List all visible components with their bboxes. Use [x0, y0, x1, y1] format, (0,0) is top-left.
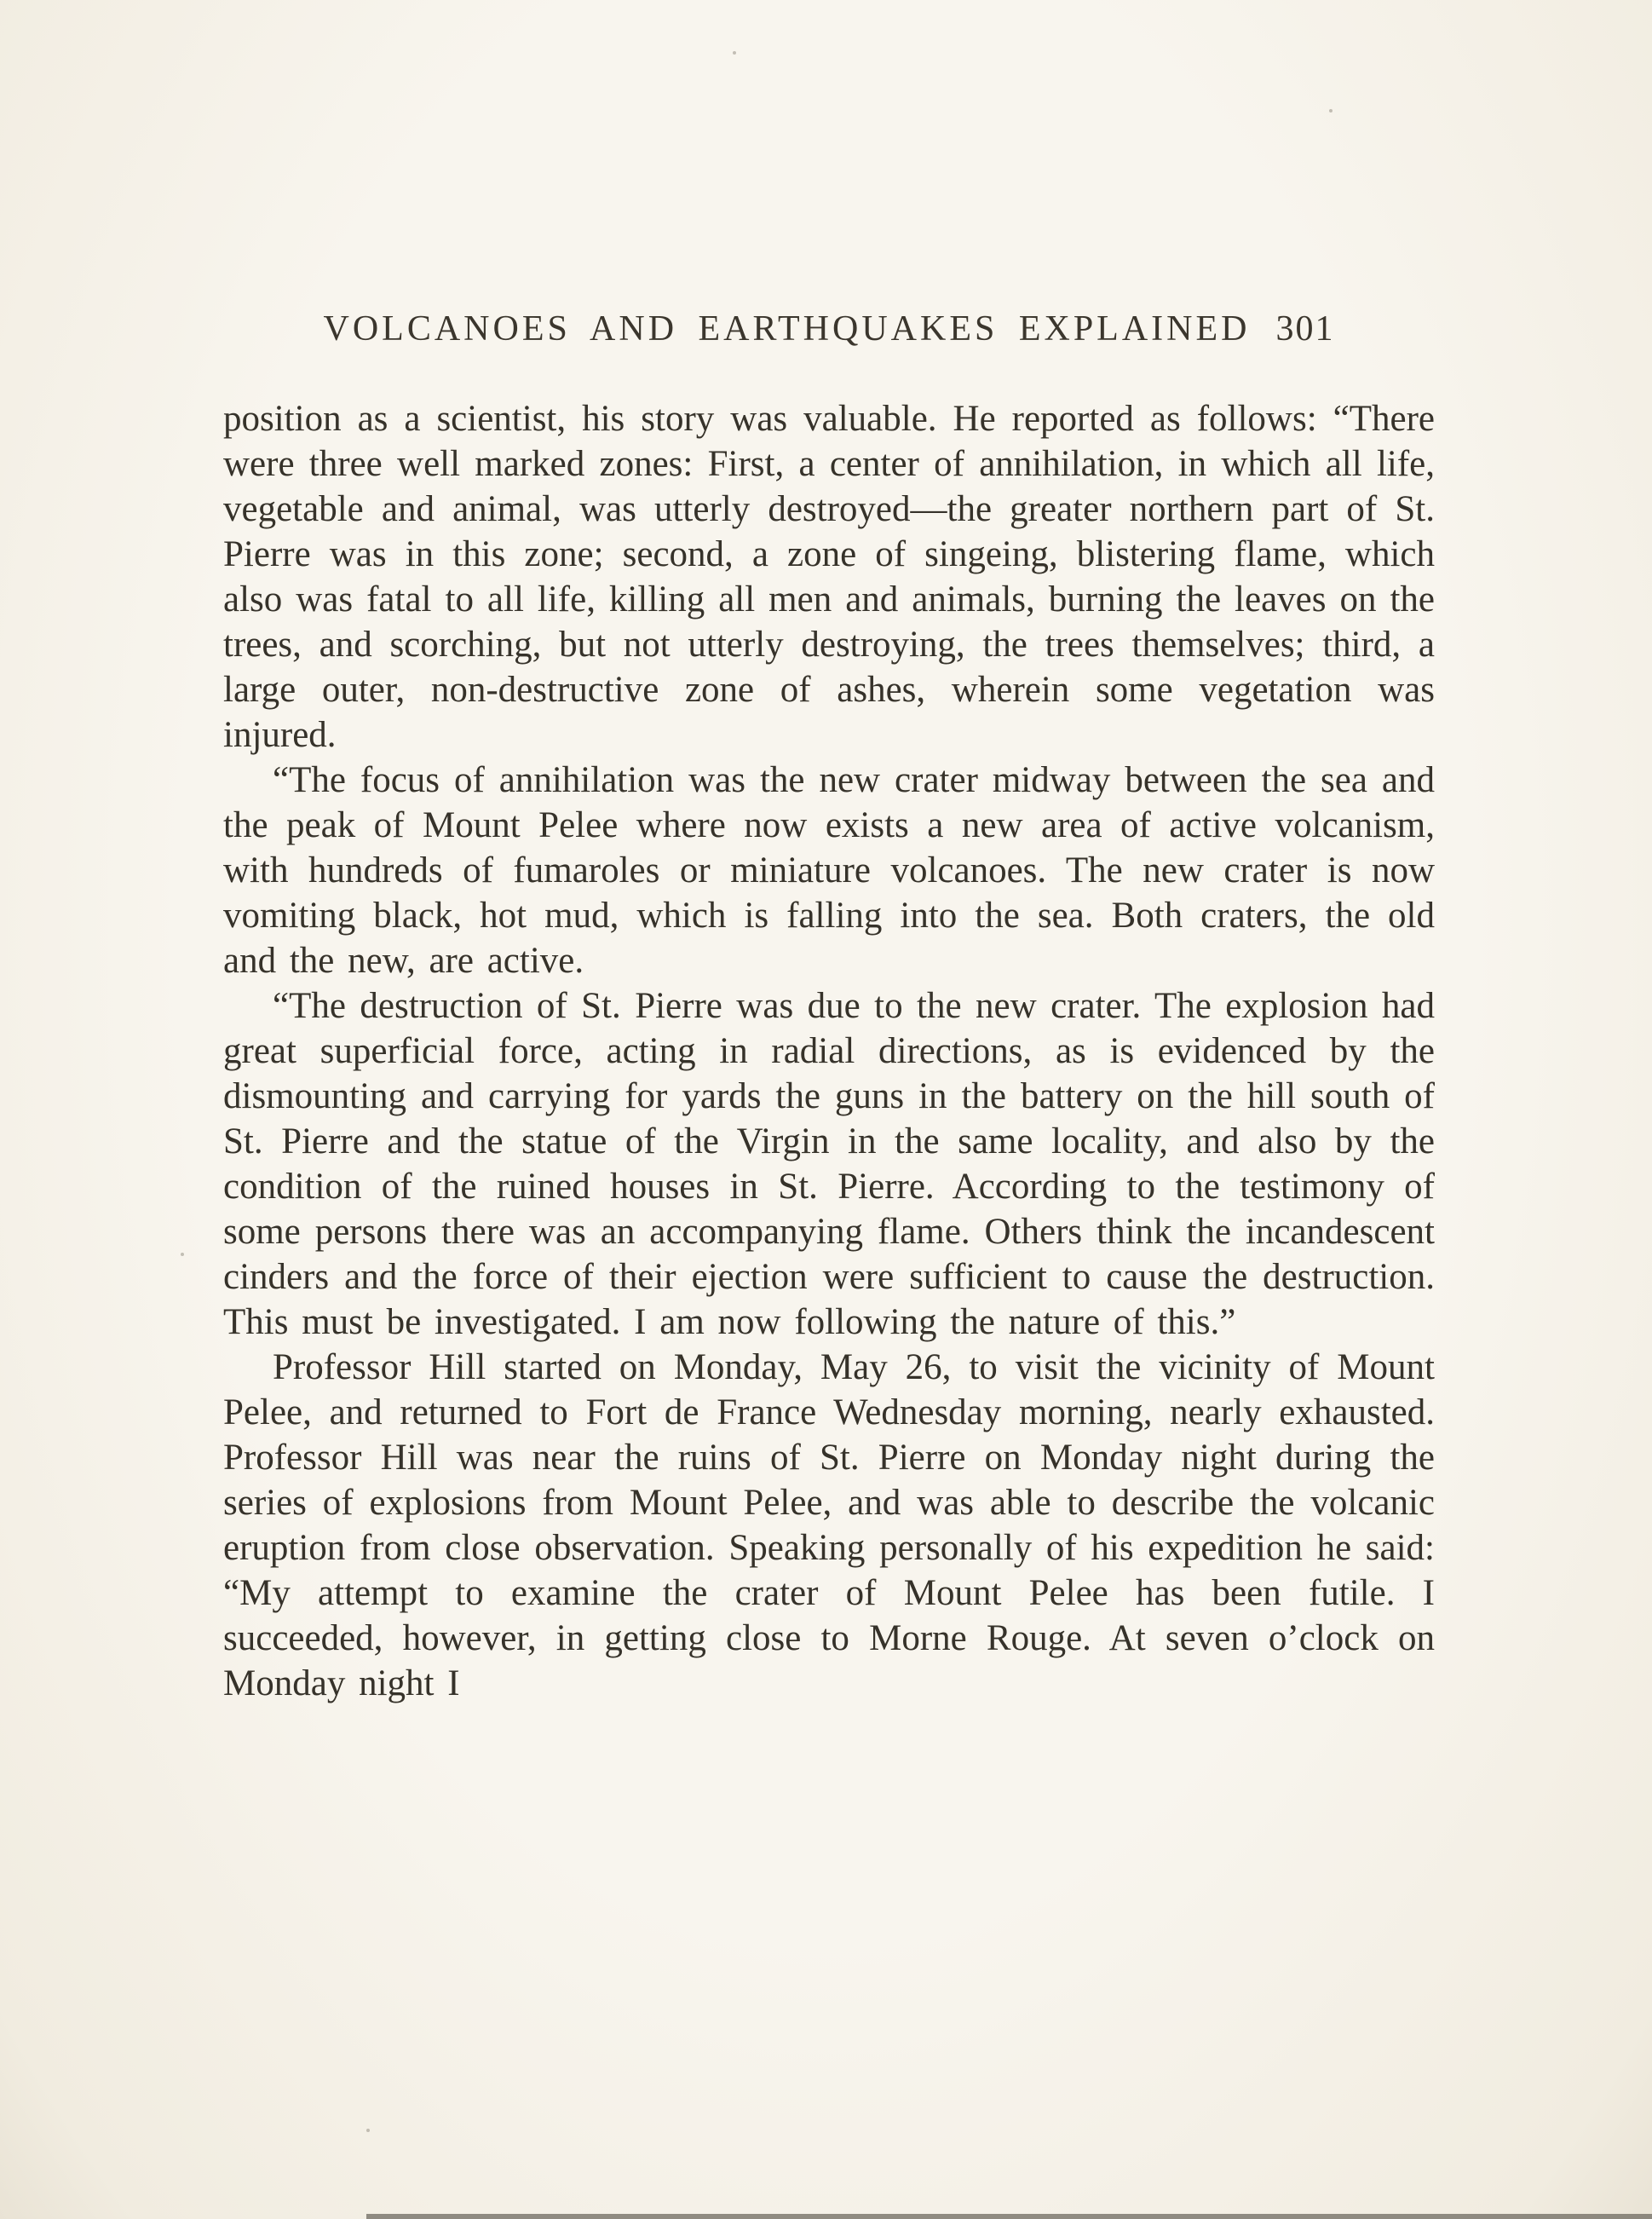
paragraph-1: position as a scientist, his story was valuable. He reported as follows: “There were three well marked zones: First, a center of annihilation, in which all life, vegetable and animal, was utterly destroyed—the greater northern part of St. Pierre was in this zone; second, a zone of singeing, blistering flame, which also was fatal to all life, killing all men and animals, burning the leaves on the trees, and scorching, but not utterly destroying, the trees themselves; third, a large outer, non-destructive zone of ashes, wherein some vegetation was injured.: [223, 399, 1435, 755]
running-header: [223, 308, 1435, 349]
paragraph-2: “The focus of annihilation was the new crater midway between the sea and the peak of Mount Pelee where now exists a new area of active volcanism, with hundreds of fumaroles or miniature volcanoes. The new crater is now vomiting black, hot mud, which is falling into the sea. Both craters, the old and the new, are active.: [223, 760, 1435, 981]
scan-dust-speck: [181, 1253, 184, 1256]
scan-dust-speck: [1329, 109, 1333, 112]
scan-edge-artifact: [366, 2214, 1652, 2219]
paragraph-3: “The destruction of St. Pierre was due to the new crater. The explosion had great superficial force, acting in radial directions, as is evidenced by the dismounting and carrying for yards the guns in the battery on the hill south of St. Pierre and the statue of the Virgin in the same locality, and also by the condition of the ruined houses in St. Pierre. According to the testimony of some persons there was an accompanying flame. Others think the incandescent cinders and the force of their ejection were sufficient to cause the destruction. This must be investigated. I am now following the nature of this.”: [223, 986, 1435, 1342]
paragraph-4: Professor Hill started on Monday, May 26, to visit the vicinity of Mount Pelee, and returned to Fort de France Wednesday morning, nearly exhausted. Professor Hill was near the ruins of St. Pierre on Monday night during the series of explosions from Mount Pelee, and was able to describe the volcanic eruption from close observation. Speaking personally of his expedition he said: “My attempt to examine the crater of Mount Pelee has been futile. I succeeded, however, in getting close to Morne Rouge. At seven o’clock on Monday night I: [223, 1347, 1435, 1703]
page-number: 301: [1275, 309, 1335, 349]
scan-dust-speck: [733, 51, 736, 55]
body-text: [223, 396, 1435, 1706]
running-header-title: VOLCANOES AND EARTHQUAKES EXPLAINED: [323, 309, 1251, 349]
scan-dust-speck: [366, 2129, 370, 2132]
text-column: [223, 308, 1435, 1706]
